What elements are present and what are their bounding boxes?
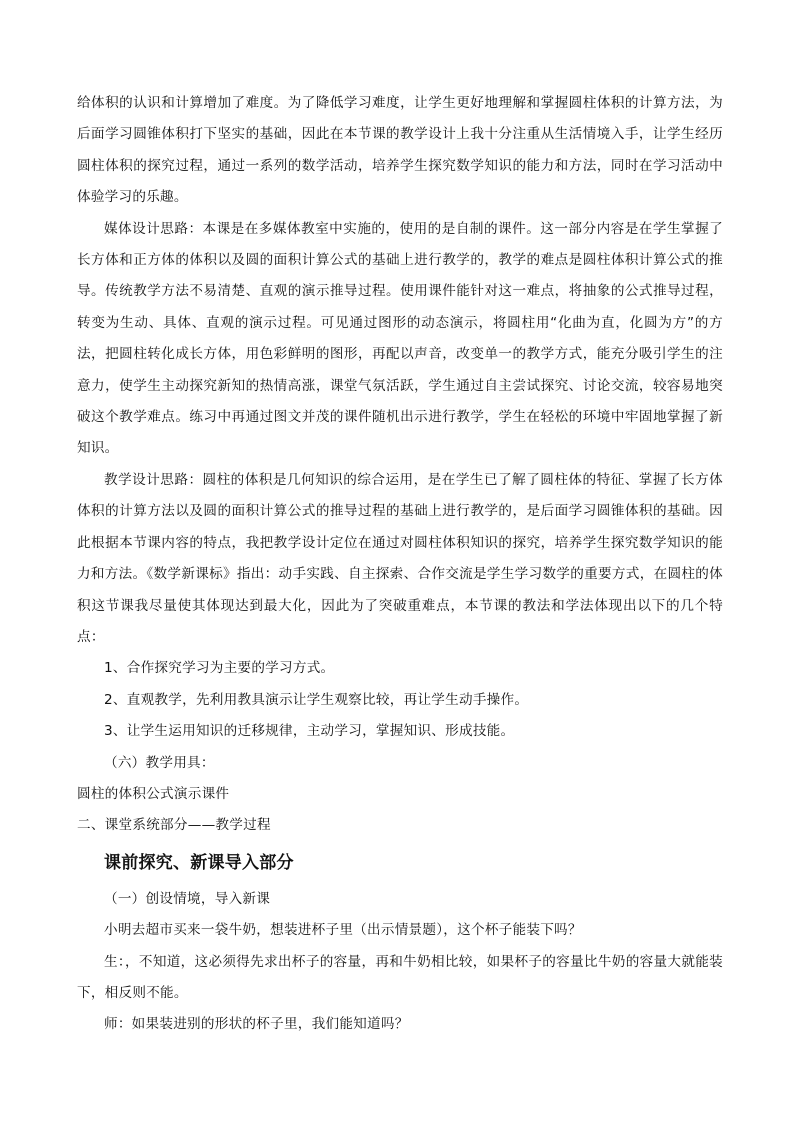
paragraph-media-design: 媒体设计思路：本课是在多媒体教室中实施的，使用的是自制的课件。这一部分内容是在学生掌握了长方体和正方体的体积以及圆的面积计算公式的基础上进行教学的，教学的难点是圆柱体积计算公式的推导。传统教学方法不易清楚、直观的演示推导过程。使用课件能针对这一难点，将抽象的公式推导过程，转变为生动、具体、直观的演示过程。可见通过图形的动态演示，将圆柱用“化曲为直，化圆为方”的方法，把圆柱转化成长方体，用色彩鲜明的图形，再配以声音，改变单一的教学方式，能充分吸引学生的注意力，使学生主动探究新知的热情高涨，课堂气氛活跃，学生通过自主尝试探究、讨论交流，较容易地突破这个教学难点。练习中再通过图文并茂的课件随机出示进行教学，学生在轻松的环境中牢固地掌握了新知识。 xyxy=(77,220,723,457)
list-item-3: 3、让学生运用知识的迁移规律，主动学习，掌握知识、形成技能。 xyxy=(104,723,515,740)
section-two-title: 二、课堂系统部分——教学过程 xyxy=(77,817,271,834)
question-paragraph: 小明去超市买来一袋牛奶，想装进杯子里（出示情景题），这个杯子能装下吗？ xyxy=(104,922,582,939)
teaching-tools-heading: （六）教学用具： xyxy=(104,754,215,771)
teaching-tools-text: 圆柱的体积公式演示课件 xyxy=(77,785,230,802)
list-item-2: 2、直观教学，先利用教具演示让学生观察比较，再让学生动手操作。 xyxy=(104,691,529,708)
paragraph-teaching-design: 教学设计思路：圆柱的体积是几何知识的综合运用，是在学生已了解了圆柱体的特征、掌握了长方体体积的计算方法以及圆的面积计算公式的推导过程的基础上进行教学的，是后面学习圆锥体积的基础。因此根据本节课内容的特点，我把教学设计定位在通过对圆柱体积知识的探究，培养学生探究数学知识的能力和方法。《数学新课标》指出：动手实践、自主探索、合作交流是学生学习数学的重要方式，在圆柱的体积这节课我尽量使其体现达到最大化，因此为了突破重难点，本节课的教法和学法体现出以下的几个特点： xyxy=(77,471,723,645)
subsection-title: （一）创设情境，导入新课 xyxy=(104,890,271,907)
paragraph-intro-continuation: 给体积的认识和计算增加了难度。为了降低学习难度，让学生更好地理解和掌握圆柱体积的计算方法，为后面学习圆锥体积打下坚实的基础，因此在本节课的教学设计上我十分注重从生活情境入手，让学生经历圆柱体积的探究过程，通过一系列的数学活动，培养学生探究数学知识的能力和方法，同时在学习活动中体验学习的乐趣。 xyxy=(77,95,723,206)
list-item-1: 1、合作探究学习为主要的学习方式。 xyxy=(104,660,335,677)
document-body xyxy=(77,88,723,1041)
section-heading: 课前探究、新课导入部分 xyxy=(104,852,294,873)
teacher-question: 师：如果装进别的形状的杯子里，我们能知道吗？ xyxy=(104,1016,409,1033)
student-answer: 生：，不知道，这必须得先求出杯子的容量，再和牛奶相比较，如果杯子的容量比牛奶的容量大就能装下，相反则不能。 xyxy=(77,953,723,1001)
